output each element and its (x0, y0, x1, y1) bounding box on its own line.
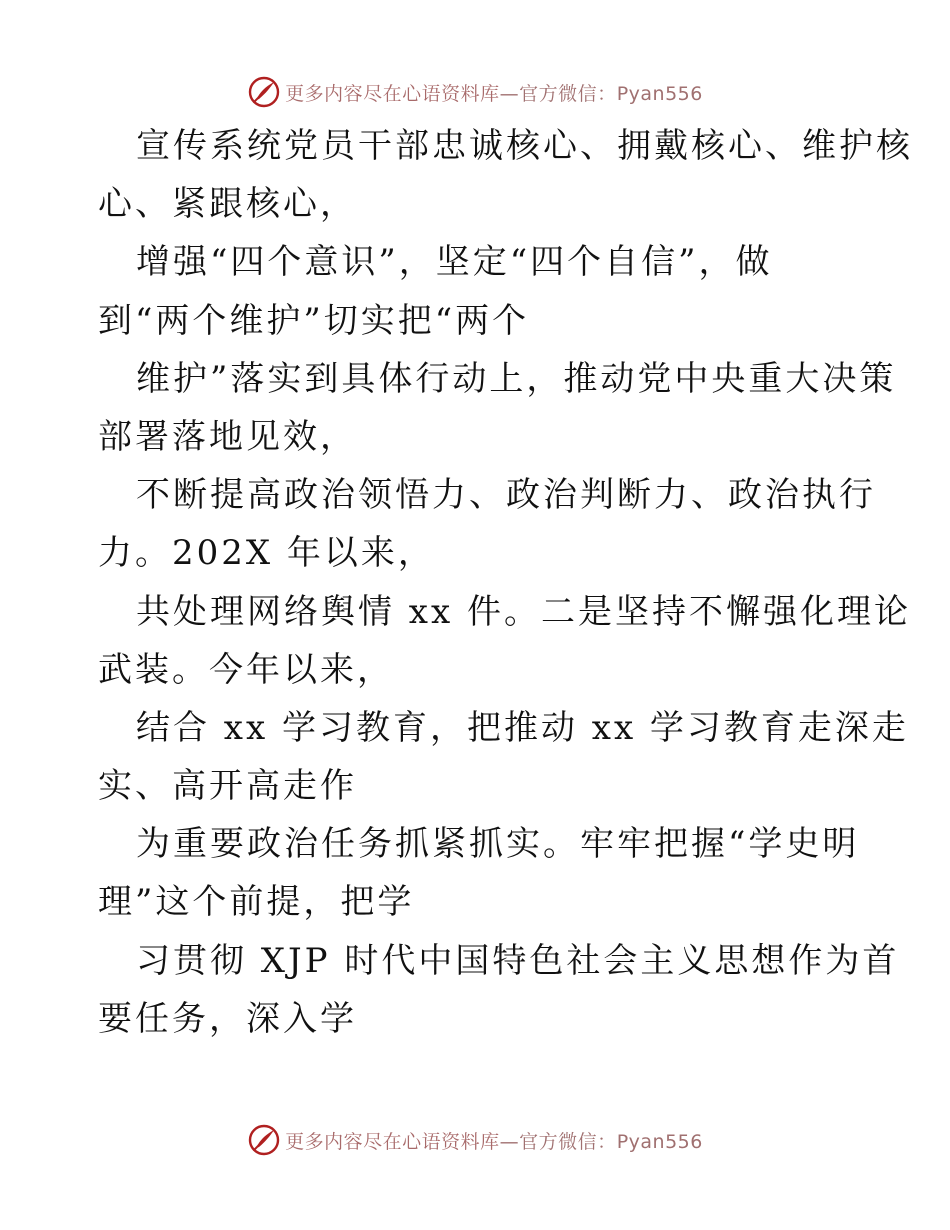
watermark-main: 更多内容尽在心语资料库 (285, 82, 500, 105)
body-line: 力。202X 年以来， (98, 533, 435, 574)
watermark-main: 更多内容尽在心语资料库 (285, 1130, 500, 1153)
body-line: 部署落地见效， (98, 416, 357, 457)
watermark-contact-id: Pyan556 (616, 82, 703, 105)
body-line: 维护”落实到具体行动上，推动党中央重大决策 (136, 358, 897, 399)
watermark-text (285, 79, 703, 106)
footer-watermark (0, 1120, 950, 1160)
body-line: 实、高开高走作 (98, 766, 357, 807)
body-line: 增强“四个意识”，坚定“四个自信”，做 (136, 242, 773, 283)
body-line: 心、紧跟核心， (98, 184, 357, 225)
watermark-contact-label: 官方微信： (519, 1130, 617, 1153)
watermark-separator: — (499, 1130, 520, 1153)
body-line: 宣传系统党员干部忠诚核心、拥戴核心、维护核 (136, 126, 913, 166)
header-watermark (0, 72, 950, 112)
watermark-separator: — (499, 82, 520, 105)
body-line: 不断提高政治领悟力、政治判断力、政治执行 (136, 475, 876, 516)
body-line: 结合 xx 学习教育，把推动 xx 学习教育走深走 (136, 707, 909, 748)
body-line: 要任务，深入学 (98, 998, 357, 1039)
watermark-contact-id: Pyan556 (616, 1130, 703, 1153)
body-line: 理”这个前提，把学 (98, 882, 415, 923)
body-line: 习贯彻 XJP 时代中国特色社会主义思想作为首 (136, 940, 900, 981)
quill-logo-icon (247, 75, 281, 109)
quill-logo-icon (247, 1123, 281, 1157)
document-body (98, 117, 913, 1048)
body-line: 共处理网络舆情 xx 件。二是坚持不懈强化理论 (136, 591, 911, 632)
watermark-contact-label: 官方微信： (519, 82, 617, 105)
body-line: 武装。今年以来， (98, 649, 394, 690)
body-line: 到“两个维护”切实把“两个 (98, 300, 530, 341)
watermark-text (285, 1127, 703, 1154)
body-line: 为重要政治任务抓紧抓实。牢牢把握“学史明 (136, 824, 860, 865)
